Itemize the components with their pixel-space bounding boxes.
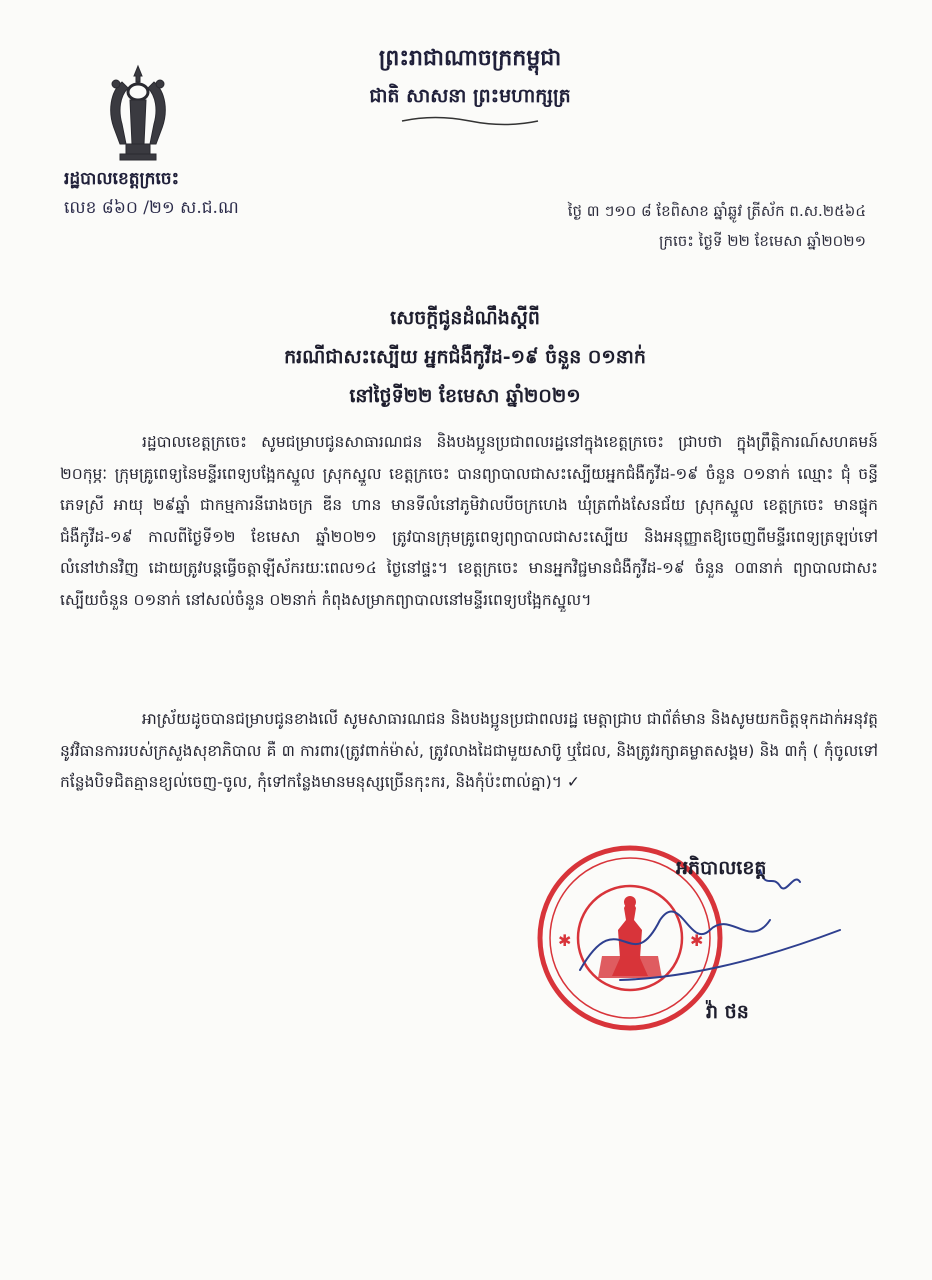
signatory-name: វ៉ា ថន: [706, 1001, 749, 1023]
body-paragraph-1: រដ្ឋបាលខេត្តក្រចេះ សូមជម្រាបជូនសាធារណជន និងបងប្អូនប្រជាពលរដ្ឋនៅក្នុងខេត្តក្រចេះ ជ្រាបថា ក្នុងព្រឹត្តិការណ៍សហគមន៍ ២០កុម្ភៈ ក្រុមគ្រូពេទ្យនៃមន្ទីរពេទ្យបង្អែកស្នួល ស្រុកស្នួល ខេត្តក្រចេះ បានព្យាបាលជាសះស្បើយអ្នកជំងឺកូវីដ-១៩ ចំនួន ០១នាក់ ឈ្មោះ ជុំ ចន្ធី ភេទស្រី អាយុ ២៩ឆ្នាំ ជាកម្មការនីរោងចក្រ ឌីន ហាន មានទីលំនៅភូមិវាលបីចក្រហេង ឃុំត្រពាំងសែនជ័យ ស្រុកស្នួល ខេត្តក្រចេះ មានផ្ទុកជំងឺកូវីដ-១៩ កាលពីថ្ងៃទី១២ ខែមេសា ឆ្នាំ២០២១ ត្រូវបានក្រុមគ្រូពេទ្យព្យាបាលជាសះស្បើយ និងអនុញ្ញាតឱ្យចេញពីមន្ទីរពេទ្យត្រឡប់ទៅលំនៅឋានវិញ ដោយត្រូវបន្តធ្វើចត្តាឡីស័ករយៈពេល១៤ ថ្ងៃនៅផ្ទះ។ ខេត្តក្រចេះ មានអ្នកវិជ្ជមានជំងឺកូវីដ-១៩ ចំនួន ០៣នាក់ ព្យាបាលជាសះស្បើយចំនួន ០១នាក់ នៅសល់ចំនួន ០២នាក់ កំពុងសម្រាកព្យាបាលនៅមន្ទីរពេទ្យបង្អែកស្នួល។: [60, 433, 878, 609]
royal-emblem-icon: [100, 62, 176, 162]
national-motto: ជាតិ សាសនា ព្រះមហាក្សត្រ: [369, 85, 571, 107]
lunar-date: ថ្ងៃ ៣ ៗ១០ ៨ ខែពិសាខ ឆ្នាំឆ្លូវ ត្រីស័ក ព.ស.២៥៦៤: [567, 202, 866, 220]
motto-divider: [400, 114, 540, 128]
solar-date: ក្រចេះ ថ្ងៃទី ២២ ខែមេសា ឆ្នាំ២០២១: [658, 232, 866, 250]
notice-date: នៅថ្ងៃទី២២ ខែមេសា ឆ្នាំ២០២១: [349, 385, 581, 407]
body-paragraph-2: អាស្រ័យដូចបានជម្រាបជូនខាងលើ សូមសាធារណជន និងបងប្អូនប្រជាពលរដ្ឋ មេត្តាជ្រាប ជាព័ត៌មាន និងសូមយកចិត្តទុកដាក់អនុវត្តនូវវិធានការរបស់ក្រសួងសុខាភិបាល គឺ ៣ ការពារ(ត្រូវពាក់ម៉ាស់, ត្រូវលាងដៃជាមួយសាប៊ូ ឬជែល, និងត្រូវរក្សាគម្លាតសង្គម) និង ៣កុំ ( កុំចូលទៅកន្លែងបិទជិតគ្មានខ្យល់ចេញ-ចូល, កុំទៅកន្លែងមានមនុស្សច្រើនកុះករ, និងកុំប៉ះពាល់គ្នា)។ ✓: [60, 710, 878, 791]
signatory-title: អភិបាលខេត្ត: [676, 857, 767, 879]
svg-text:✱: ✱: [558, 931, 572, 950]
notice-title: សេចក្តីជូនដំណឹងស្តីពី: [390, 307, 540, 329]
svg-text:✱: ✱: [690, 931, 704, 950]
reference-number: លេខ ៨៦០ /២១ ស.ជ.ណ: [64, 198, 239, 218]
notice-subject: ករណីជាសះស្បើយ អ្នកជំងឺកូវីដ-១៩ ចំនួន ០១នាក់: [284, 346, 646, 368]
kingdom-heading: ព្រះរាជាណាចក្រកម្ពុជា: [378, 45, 562, 71]
issuing-authority: រដ្ឋបាលខេត្តក្រចេះ: [64, 169, 180, 189]
